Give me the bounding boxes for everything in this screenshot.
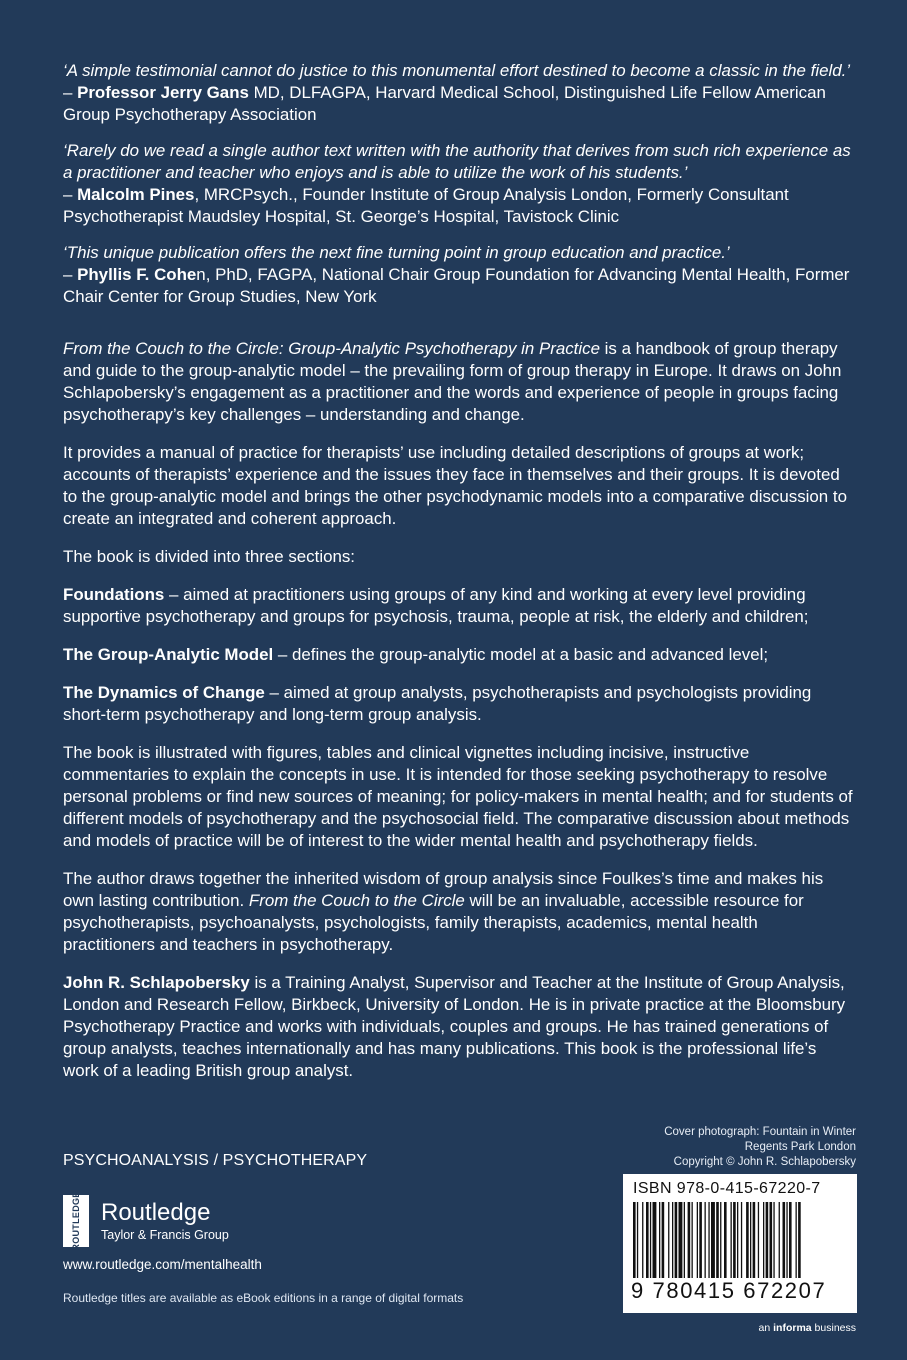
testimonial-quote: ‘This unique publication offers the next fine turning point in group education and practice.’ xyxy=(63,243,730,262)
description-paragraph-1: From the Couch to the Circle: Group-Analytic Psychotherapy in Practice is a handbook of group therapy and guide to the group-analytic model – the prevailing form of group therapy in Europe. It draws on John Schlapobersky’s engagement as a practitioner and the words and experience of people in groups facing psychotherapy’s key challenges – understanding and change. xyxy=(63,339,842,424)
testimonial-credentials: n, PhD, FAGPA, National Chair Group Foundation for Advancing Mental Health, Former Chair Center for Group Studies, New York xyxy=(63,265,850,306)
section-dynamics-of-change: The Dynamics of Change – aimed at group analysts, psychotherapists and psychologists providing short-term psychotherapy and long-term group analysis. xyxy=(63,683,812,724)
testimonial-2 xyxy=(63,140,853,228)
testimonial-attribution: – Professor Jerry Gans MD, DLFAGPA, Harvard Medical School, Distinguished Life Fellow American Group Psychotherapy Association xyxy=(63,83,826,124)
description-paragraph-4: The book is illustrated with figures, tables and clinical vignettes including incisive, instructive commentaries to explain the concepts in use. It is intended for those seeking psychotherapy to resolve personal problems or find new sources of meaning; for policy-makers in mental health; and for students of different models of psychotherapy and the psychosocial field. The comparative discussion about methods and models of practice will be of interest to the wider mental health and psychotherapy fields. xyxy=(63,743,853,850)
testimonial-quote: ‘Rarely do we read a single author text written with the authority that derives from such rich experience as a practitioner and teacher who enjoys and is able to utilize the work of his students.’ xyxy=(63,141,851,182)
isbn-barcode xyxy=(623,1174,857,1313)
author-bio: John R. Schlapobersky is a Training Analyst, Supervisor and Teacher at the Institute of Group Analysis, London and Research Fellow, Birkbeck, University of London. He is in private practice at the Bloomsbury Psychotherapy Practice and works with individuals, couples and groups. He has trained generations of group analysts, teaches internationally and has many publications. This book is the professional life’s work of a leading British group analyst. xyxy=(63,973,846,1080)
photo-credit: Cover photograph: Fountain in Winter Regents Park London Copyright © John R. Schlapobersky xyxy=(664,1126,856,1168)
description-paragraph-2: It provides a manual of practice for therapists’ use including detailed descriptions of groups at work; accounts of therapists’ experience and the issues they face in themselves and their groups. It is devoted to the group-analytic model and brings the other psychodynamic models into a comparative discussion to create an integrated and coherent approach. xyxy=(63,443,847,528)
testimonial-credentials: MD, DLFAGPA, Harvard Medical School, Distinguished Life Fellow American Group Psychotherapy Association xyxy=(63,83,826,124)
book-description xyxy=(63,338,853,1082)
isbn-label: ISBN 978-0-415-67220-7 xyxy=(633,1180,821,1197)
author-name: John R. Schlapobersky xyxy=(63,973,250,992)
informa-business: an informa business xyxy=(758,1322,856,1334)
section-group-analytic-model: The Group-Analytic Model – defines the group-analytic model at a basic and advanced level; xyxy=(63,645,769,664)
testimonial-author: Malcolm Pines xyxy=(77,185,195,204)
testimonial-1 xyxy=(63,60,853,126)
description-paragraph-5: The author draws together the inherited wisdom of group analysis since Foulkes’s time and makes his own lasting contribution. From the Couch to the Circle will be an invaluable, accessible resource for psychotherapists, psychoanalysts, psychologists, family therapists, academics, mental health practitioners and teachers in psychotherapy. xyxy=(63,869,824,954)
publisher-website[interactable]: www.routledge.com/mentalhealth xyxy=(63,1257,262,1272)
section-foundations: Foundations – aimed at practitioners using groups of any kind and working at every level providing supportive psychotherapy and groups for psychosis, trauma, people at risk, the elderly and children; xyxy=(63,585,809,626)
testimonial-author: Professor Jerry Gans xyxy=(77,83,249,102)
barcode-digits: 9 780415 672207 xyxy=(631,1278,827,1303)
testimonial-author: Phyllis F. Cohe xyxy=(77,265,197,284)
testimonial-attribution: – Malcolm Pines, MRCPsych., Founder Institute of Group Analysis London, Formerly Consultant Psychotherapist Maudsley Hospital, St. George’s Hospital, Tavistock Clinic xyxy=(63,185,789,226)
main-text xyxy=(63,60,853,1098)
testimonial-attribution: – Phyllis F. Cohen, PhD, FAGPA, National Chair Group Foundation for Advancing Mental Health, Former Chair Center for Group Studies, New York xyxy=(63,265,850,306)
publisher-name: Routledge xyxy=(101,1198,211,1226)
subject-category: PSYCHOANALYSIS / PSYCHOTHERAPY xyxy=(63,1152,368,1169)
book-title: From the Couch to the Circle: Group-Analytic Psychotherapy in Practice xyxy=(63,339,600,358)
description-paragraph-3: The book is divided into three sections: xyxy=(63,547,355,566)
barcode-icon xyxy=(629,1202,851,1278)
publisher-logo xyxy=(63,1191,229,1251)
publisher-group: Taylor & Francis Group xyxy=(101,1227,229,1242)
testimonial-quote: ‘A simple testimonial cannot do justice to this monumental effort destined to become a classic in the field.’ xyxy=(63,61,851,80)
routledge-mark-icon: ROUTLEDGE xyxy=(63,1195,89,1247)
testimonial-credentials: , MRCPsych., Founder Institute of Group Analysis London, Formerly Consultant Psychotherapist Maudsley Hospital, St. George’s Hospital, Tavistock Clinic xyxy=(63,185,789,226)
testimonial-3 xyxy=(63,242,853,308)
ebook-note: Routledge titles are available as eBook editions in a range of digital formats xyxy=(63,1291,464,1305)
